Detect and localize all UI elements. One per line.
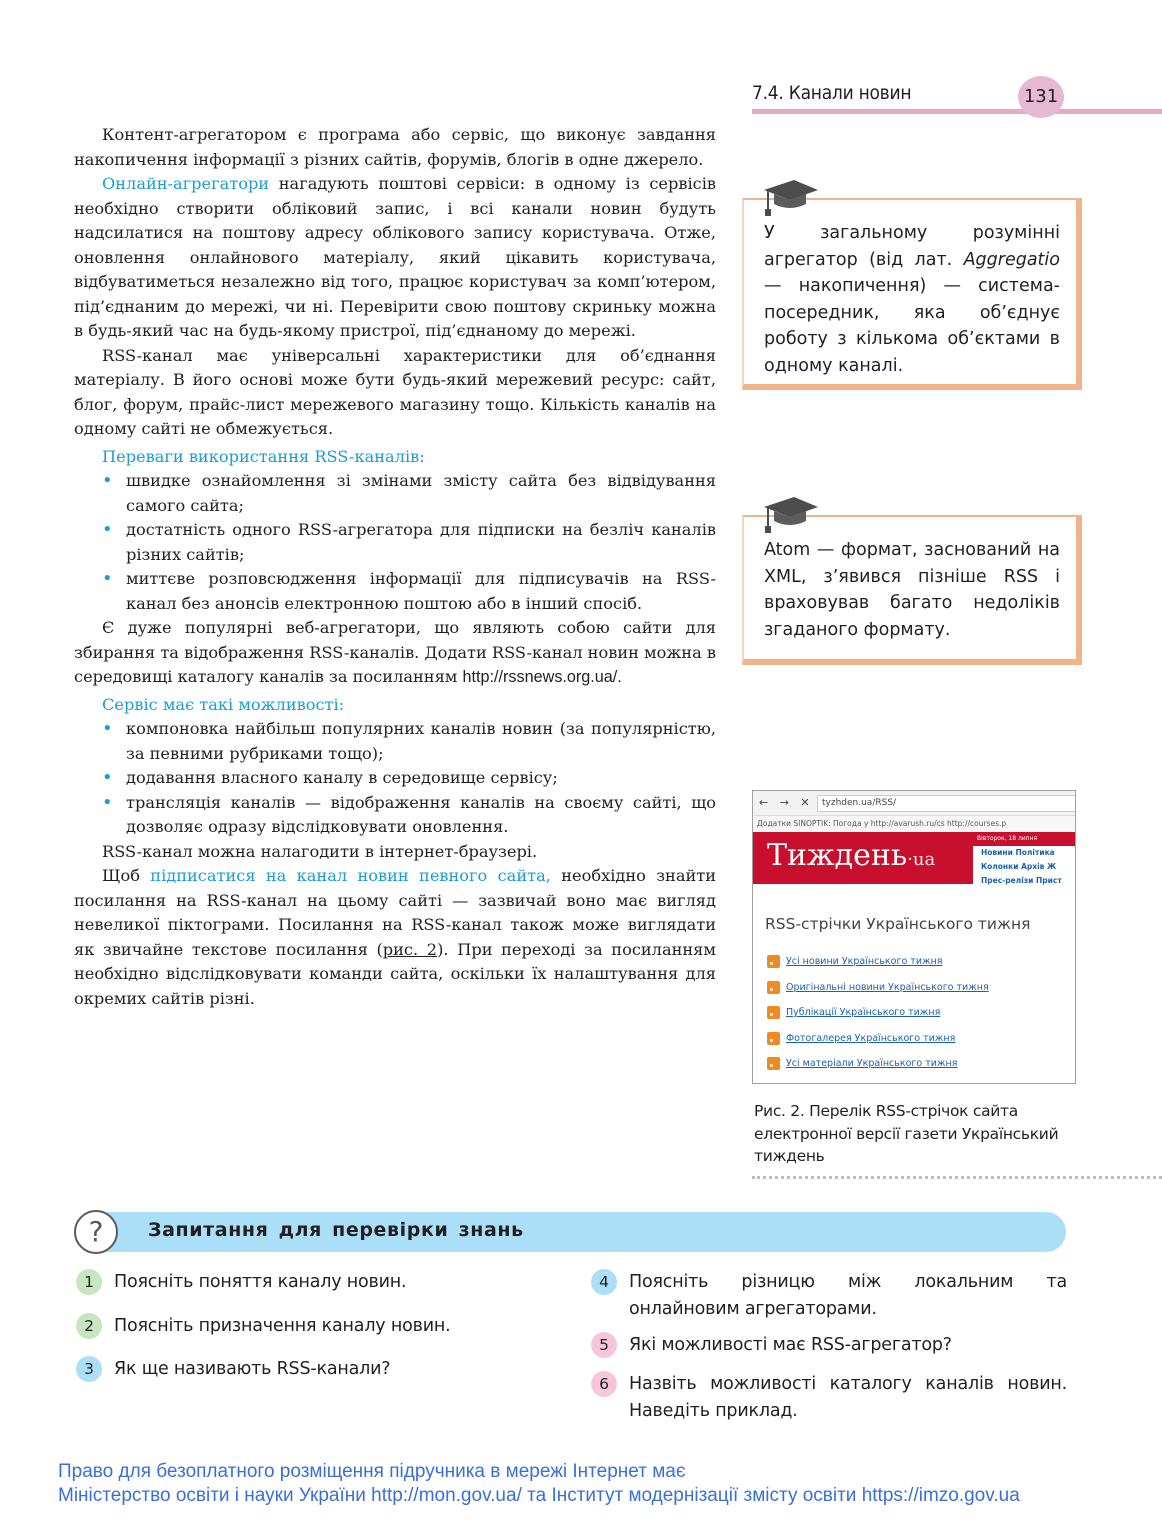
list-item-text: миттєве розповсюдження інформації для підписувачів на RSS-канал без анонсів електронною поштою або в інший спосіб. [126,569,716,613]
rss-feed-link[interactable]: Оригінальні новини Українського тижня [786,981,989,993]
note-text: Atom — формат, заснований на XML, з’явився пізніше RSS і враховував багато недоліків згаданого формату. [764,540,1060,640]
question-text: Поясніть різницю між локальним та онлайновим агрегаторами. [629,1272,1067,1319]
list-item-text: швидке ознайомлення зі змінами змісту сайта без відвідування самого сайта; [126,471,716,515]
question-mark-icon: ? [74,1210,118,1254]
browser-toolbar [753,791,1075,816]
footer-line: Міністерство освіти і науки України http://mon.gov.ua/ та Інститут модернізації змісту освіти https://imzo.gov.ua [58,1485,1020,1506]
rss-feed-link[interactable]: Усі новини Українського тижня [786,956,943,968]
note-latin-term: Aggregatio [963,249,1060,270]
dotted-divider [752,1176,1162,1179]
paragraph-text: необхідно знайти посилання на RSS-канал на цьому сайті — зазвичай воно має вигляд невеликої піктограми. Посилання на RSS-канал також може виглядати як звичайне текстове посилання ( [74,866,717,959]
site-logo-text: Тиждень [767,838,908,873]
question-number: 2 [76,1313,102,1339]
nav-arrows-icon[interactable]: ← → ✕ [759,796,814,809]
paragraph-text: Щоб [102,866,151,885]
question-item [76,1313,556,1340]
bullet-icon: • [102,519,113,540]
list-item [74,518,716,567]
figure-reference-link[interactable]: рис. 2 [382,939,438,959]
subheading-rss-advantages: Переваги використання RSS-каналів: [102,446,425,466]
copyright-footer [58,1460,1148,1508]
rss-feed-item[interactable] [767,975,989,1001]
site-menu-row[interactable]: Колонки Архів Ж [981,862,1057,871]
figure-caption: Рис. 2. Перелік RSS-стрічок сайта електронної версії газети Український тиждень [754,1102,1059,1165]
site-menu-row[interactable]: Новини Політика [981,848,1055,857]
header-rule [752,109,1162,114]
questions-title: Запитання для перевірки знань [148,1219,524,1241]
rss-icon [767,1057,780,1070]
paragraph-text: нагадують поштові сервіси: в одному із сервісів необхідно створити обліковий запис, і всі канали новин будуть надсилатися на поштову адресу облікового запису користувача. Отже, оновлення онлайнового матеріалу, який цікавить користувача, відбуватиметься незалежно від того, працює користувач за комп’ютером, під’єднаним до мережі, чи ні. Перевірити свою поштову скриньку можна в будь-який час на будь-якому пристрої, під’єднаному до мережі. [74,174,716,340]
rss-heading: RSS-стрічки Українського тижня [765,915,1031,933]
note-text-part: У загальному розумінні агрегатор (від лат. [764,223,1060,270]
main-text-column [74,123,716,1011]
paragraph-online-aggregators [74,172,716,344]
rss-icon [767,981,780,994]
site-menu [973,832,1076,884]
term-subscribe: підписатися на канал новин певного сайта, [150,866,551,885]
question-text: Поясніть призначення каналу новин. [114,1316,451,1336]
rss-feed-link[interactable]: Публікації Українського тижня [786,1007,941,1019]
question-text: Які можливості має RSS-агрегатор? [629,1335,952,1355]
bullet-icon: • [102,767,113,788]
list-item-text: додавання власного каналу в середовище сервісу; [126,768,558,787]
term-online-aggregators: Онлайн-агрегатори [102,174,270,193]
site-logo [767,838,935,873]
site-menu-row[interactable]: Прес-релізи Прист [981,876,1062,885]
bullet-icon: • [102,718,113,739]
footer-line: Право для безоплатного розміщення підручника в мережі Інтернет має [58,1461,686,1482]
question-item [591,1371,1067,1424]
list-item [74,766,716,791]
bullet-icon: • [102,791,113,813]
list-item [74,469,716,518]
list-item-text: трансляція каналів — відображення каналів на своєму сайті, що дозволяє одразу відслідковувати оновлення. [126,792,716,836]
side-note-atom [742,515,1082,665]
bullet-icon: • [102,568,113,589]
site-banner [753,832,973,884]
list-rss-advantages [74,469,716,616]
rss-icon [767,1006,780,1019]
list-item [74,567,716,616]
rss-feed-item[interactable] [767,1026,989,1052]
list-item [74,791,716,840]
note-text [744,200,1076,393]
paragraph-content-aggregator: Контент-агрегатором є програма або сервіс, що виконує завдання накопичення інформації з різних сайтів, форумів, блогів в одне джерело. [74,125,716,169]
paragraph-browser-setup: RSS-канал можна налагодити в інтернет-браузері. [102,841,538,861]
graduation-cap-icon [760,493,820,537]
address-bar[interactable]: tyzhden.ua/RSS/ [817,795,1076,812]
list-item-text: компоновка найбільш популярних каналів новин (за популярністю, за певними рубриками тощо); [126,719,716,763]
paragraph-rss-channel: RSS-канал має універсальні характеристики для об’єднання матеріалу. В його основі може бути будь-який мережевий ресурс: сайт, блог, форум, прайс-лист мережевого магазину тощо. Кількість каналів на одному сайті не обмежується. [74,345,716,438]
question-number: 1 [76,1269,102,1295]
side-note-aggregator [742,198,1082,390]
rss-icon [767,1032,780,1045]
question-number: 5 [591,1332,617,1358]
rss-icon [767,955,780,968]
question-item [591,1332,1067,1359]
question-number: 3 [76,1356,102,1382]
rss-feed-item[interactable] [767,1051,989,1077]
rss-feed-link[interactable]: Фотогалерея Українського тижня [786,1032,956,1044]
rssnews-link[interactable]: http://rssnews.org.ua/. [462,668,622,686]
paragraph-text: Є дуже популярні веб-агрегатори, що являють собою сайти для збирання та відображення RSS-каналів. Додати RSS-канал новин можна в середовищі каталогу каналів за посиланням [74,618,716,686]
site-date: Вівторок, 18 липня [973,832,1076,846]
paragraph-web-aggregators [74,616,716,690]
list-service-features [74,717,716,840]
rss-feed-item[interactable] [767,1000,989,1026]
graduation-cap-icon [760,176,820,220]
site-logo-suffix: ·ua [907,849,936,870]
page-number: 131 [1018,76,1064,118]
rss-feed-item[interactable] [767,949,989,975]
figure-browser-screenshot [752,790,1076,1084]
paragraph-subscribe [74,864,716,1011]
question-text: Назвіть можливості каталогу каналів новин. Наведіть приклад. [629,1374,1067,1421]
list-item [74,717,716,766]
question-item [591,1269,1067,1322]
bookmarks-bar[interactable]: Додатки SINOPTIK: Погода у http://avarush.ru/cs http://courses.p [753,816,1075,833]
questions-header [74,1210,1066,1254]
list-item-text: достатність одного RSS-агрегатора для підписки на безліч каналів різних сайтів; [126,520,716,564]
rss-feed-link[interactable]: Усі матеріали Українського тижня [786,1058,958,1070]
question-number: 6 [591,1371,617,1397]
paragraph-text: ). При переході за посиланням необхідно відслідковувати команди сайта, оскільки їх налаштування для окремих сайтів різні. [74,939,716,1008]
rss-feed-list [767,949,989,1077]
bullet-icon: • [102,470,113,491]
note-text-part: — накопичення) — система-посередник, яка об’єднує роботу з кількома об’єктами в одному каналі. [764,276,1060,376]
question-item [76,1356,556,1383]
page-header [752,76,1162,120]
question-number: 4 [591,1269,617,1295]
subheading-service-features: Сервіс має такі можливості: [102,694,345,714]
question-text: Як ще називають RSS-канали? [114,1359,391,1379]
question-text: Поясніть поняття каналу новин. [114,1272,407,1292]
section-title: 7.4. Канали новин [752,82,912,104]
question-item [76,1269,556,1296]
